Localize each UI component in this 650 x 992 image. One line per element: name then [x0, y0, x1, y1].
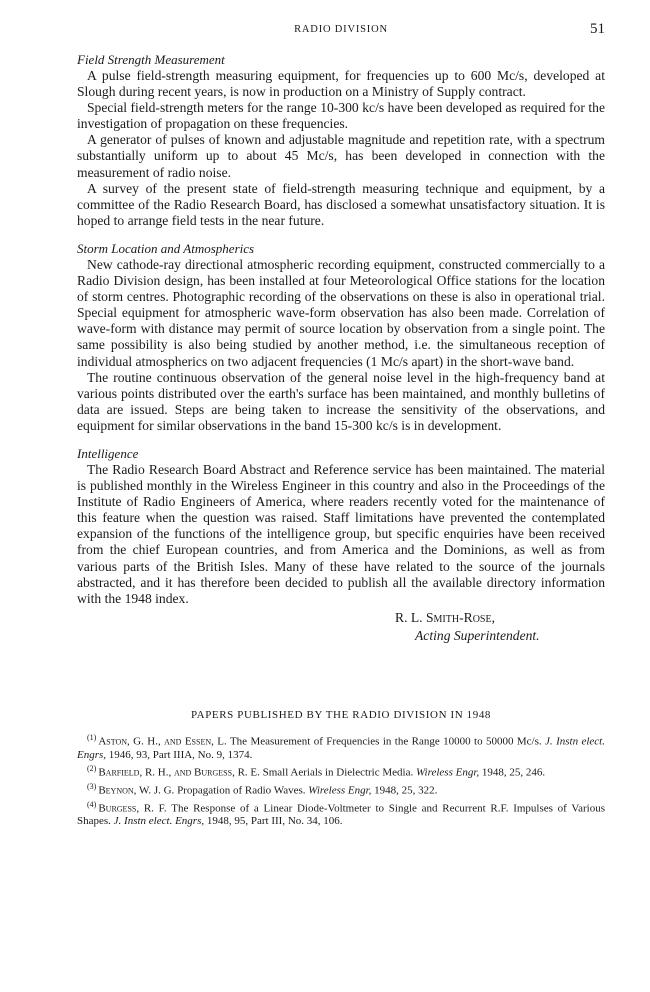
reference-item — [77, 731, 605, 762]
section-field-strength — [77, 52, 605, 229]
page — [77, 21, 605, 829]
reference-title: Propagation of Radio Waves. — [177, 784, 306, 797]
reference-authors: Aston, G. H., and Essen, L. — [98, 735, 227, 748]
section-heading: Intelligence — [77, 445, 139, 461]
reference-authors: Burgess, R. F. — [98, 802, 167, 815]
section-heading: Storm Location and Atmospherics — [77, 240, 255, 256]
running-head-title: RADIO DIVISION — [294, 24, 388, 35]
reference-number: (1) — [87, 732, 97, 742]
reference-details: 1948, 25, 322. — [374, 784, 438, 797]
running-head — [77, 21, 605, 44]
reference-journal: Wireless Engr, — [415, 766, 480, 779]
signature-initials: R. L. — [395, 609, 423, 625]
reference-details: 1948, 25, 246. — [481, 766, 546, 779]
reference-details: 1946, 93, Part IIIA, No. 9, 1374. — [108, 748, 253, 761]
reference-number: (2) — [87, 763, 97, 773]
reference-item — [77, 762, 605, 780]
reference-journal: Wireless Engr, — [308, 784, 372, 797]
signature-title: Acting Superintendent. — [415, 627, 540, 643]
reference-title: The Measurement of Frequencies in the Range 10000 to 50000 Mc/s. — [229, 735, 542, 748]
paragraph: The Radio Research Board Abstract and Reference service has been maintained. The material is published monthly in the Wireless Engineer in this country and also in the Proceedings of the Institute of Radio Engineers of America, where readers recently voted for the maintenance of this feature when the question was raised. Staff limitations have prevented the contemplated expansion of the functions of the intelligence group, but specific enquiries have been received from the chief European countries, and from America and the Dominions, as well as from various parts of the British Isles. Many of these have related to the source of the journals abstracted, and it has therefore been decided to publish all the available directory information with the 1948 index. — [77, 461, 605, 606]
papers-title: PAPERS PUBLISHED BY THE RADIO DIVISION IN 1948 — [190, 708, 492, 721]
section-heading: Field Strength Measurement — [77, 52, 225, 67]
signature-surname: Smith-Rose, — [425, 609, 495, 625]
paragraph: A generator of pulses of known and adjustable magnitude and repetition rate, with a spectrum substantially uniform up to about 45 Mc/s, has been developed in connection with the measurement of radio noise. — [77, 132, 605, 180]
paragraph: A pulse field-strength measuring equipment, for frequencies up to 600 Mc/s, developed at Slough during recent years, is now in production on a Ministry of Supply contract. — [77, 68, 605, 100]
section-storm-location — [77, 241, 605, 434]
reference-details: 1948, 95, Part III, No. 34, 106. — [206, 815, 343, 828]
paragraph: The routine continuous observation of the general noise level in the high-frequency band at various points distributed over the earth's surface has been maintained, and monthly bulletins of data are issued. Steps are being taken to increase the sensitivity of the observations, and equipment for similar observations in the band 15-300 kc/s is in development. — [77, 369, 605, 433]
signature-name — [77, 609, 605, 627]
reference-authors: Beynon, W. J. G. — [98, 784, 175, 797]
reference-journal: J. Instn elect. Engrs, — [113, 815, 205, 828]
section-intelligence — [77, 446, 605, 607]
signature — [77, 609, 605, 645]
paragraph: A survey of the present state of field-strength measuring technique and equipment, by a committee of the Radio Research Board, has disclosed a somewhat unsatisfactory situation. It is hoped to arrange field tests in the near future. — [77, 180, 605, 228]
reference-number: (4) — [87, 799, 97, 809]
reference-list — [77, 731, 605, 829]
page-number: 51 — [590, 21, 605, 37]
reference-item — [77, 780, 605, 798]
reference-journal: J. Instn elect. Engrs, — [77, 735, 605, 761]
paragraph: Special field-strength meters for the range 10-300 kc/s have been developed as required for the investigation of propagation on these frequencies. — [77, 100, 605, 132]
reference-number: (3) — [87, 781, 97, 791]
reference-title: The Response of a Linear Diode-Voltmeter to Single and Recurrent R.F. Impulses of Various Shapes. — [77, 802, 605, 828]
reference-authors: Barfield, R. H., and Burgess, R. E. — [98, 766, 260, 779]
paragraph: New cathode-ray directional atmospheric recording equipment, constructed commercially to a Radio Division design, has been installed at four Meteorological Office stations for the location of storm centres. Photographic recording of the observations on these is also in operational trial. Special equipment for atmospheric wave-form observation has also been made. Correlation of wave-form with distance may permit of source location by observation from a single point. The same possibility is also being studied by another method, i.e. the simultaneous reception of individual atmospherics on two adjacent frequencies (1 Mc/s apart) in the short-wave band. — [77, 256, 605, 369]
reference-item — [77, 798, 605, 829]
reference-title: Small Aerials in Dielectric Media. — [262, 766, 414, 779]
